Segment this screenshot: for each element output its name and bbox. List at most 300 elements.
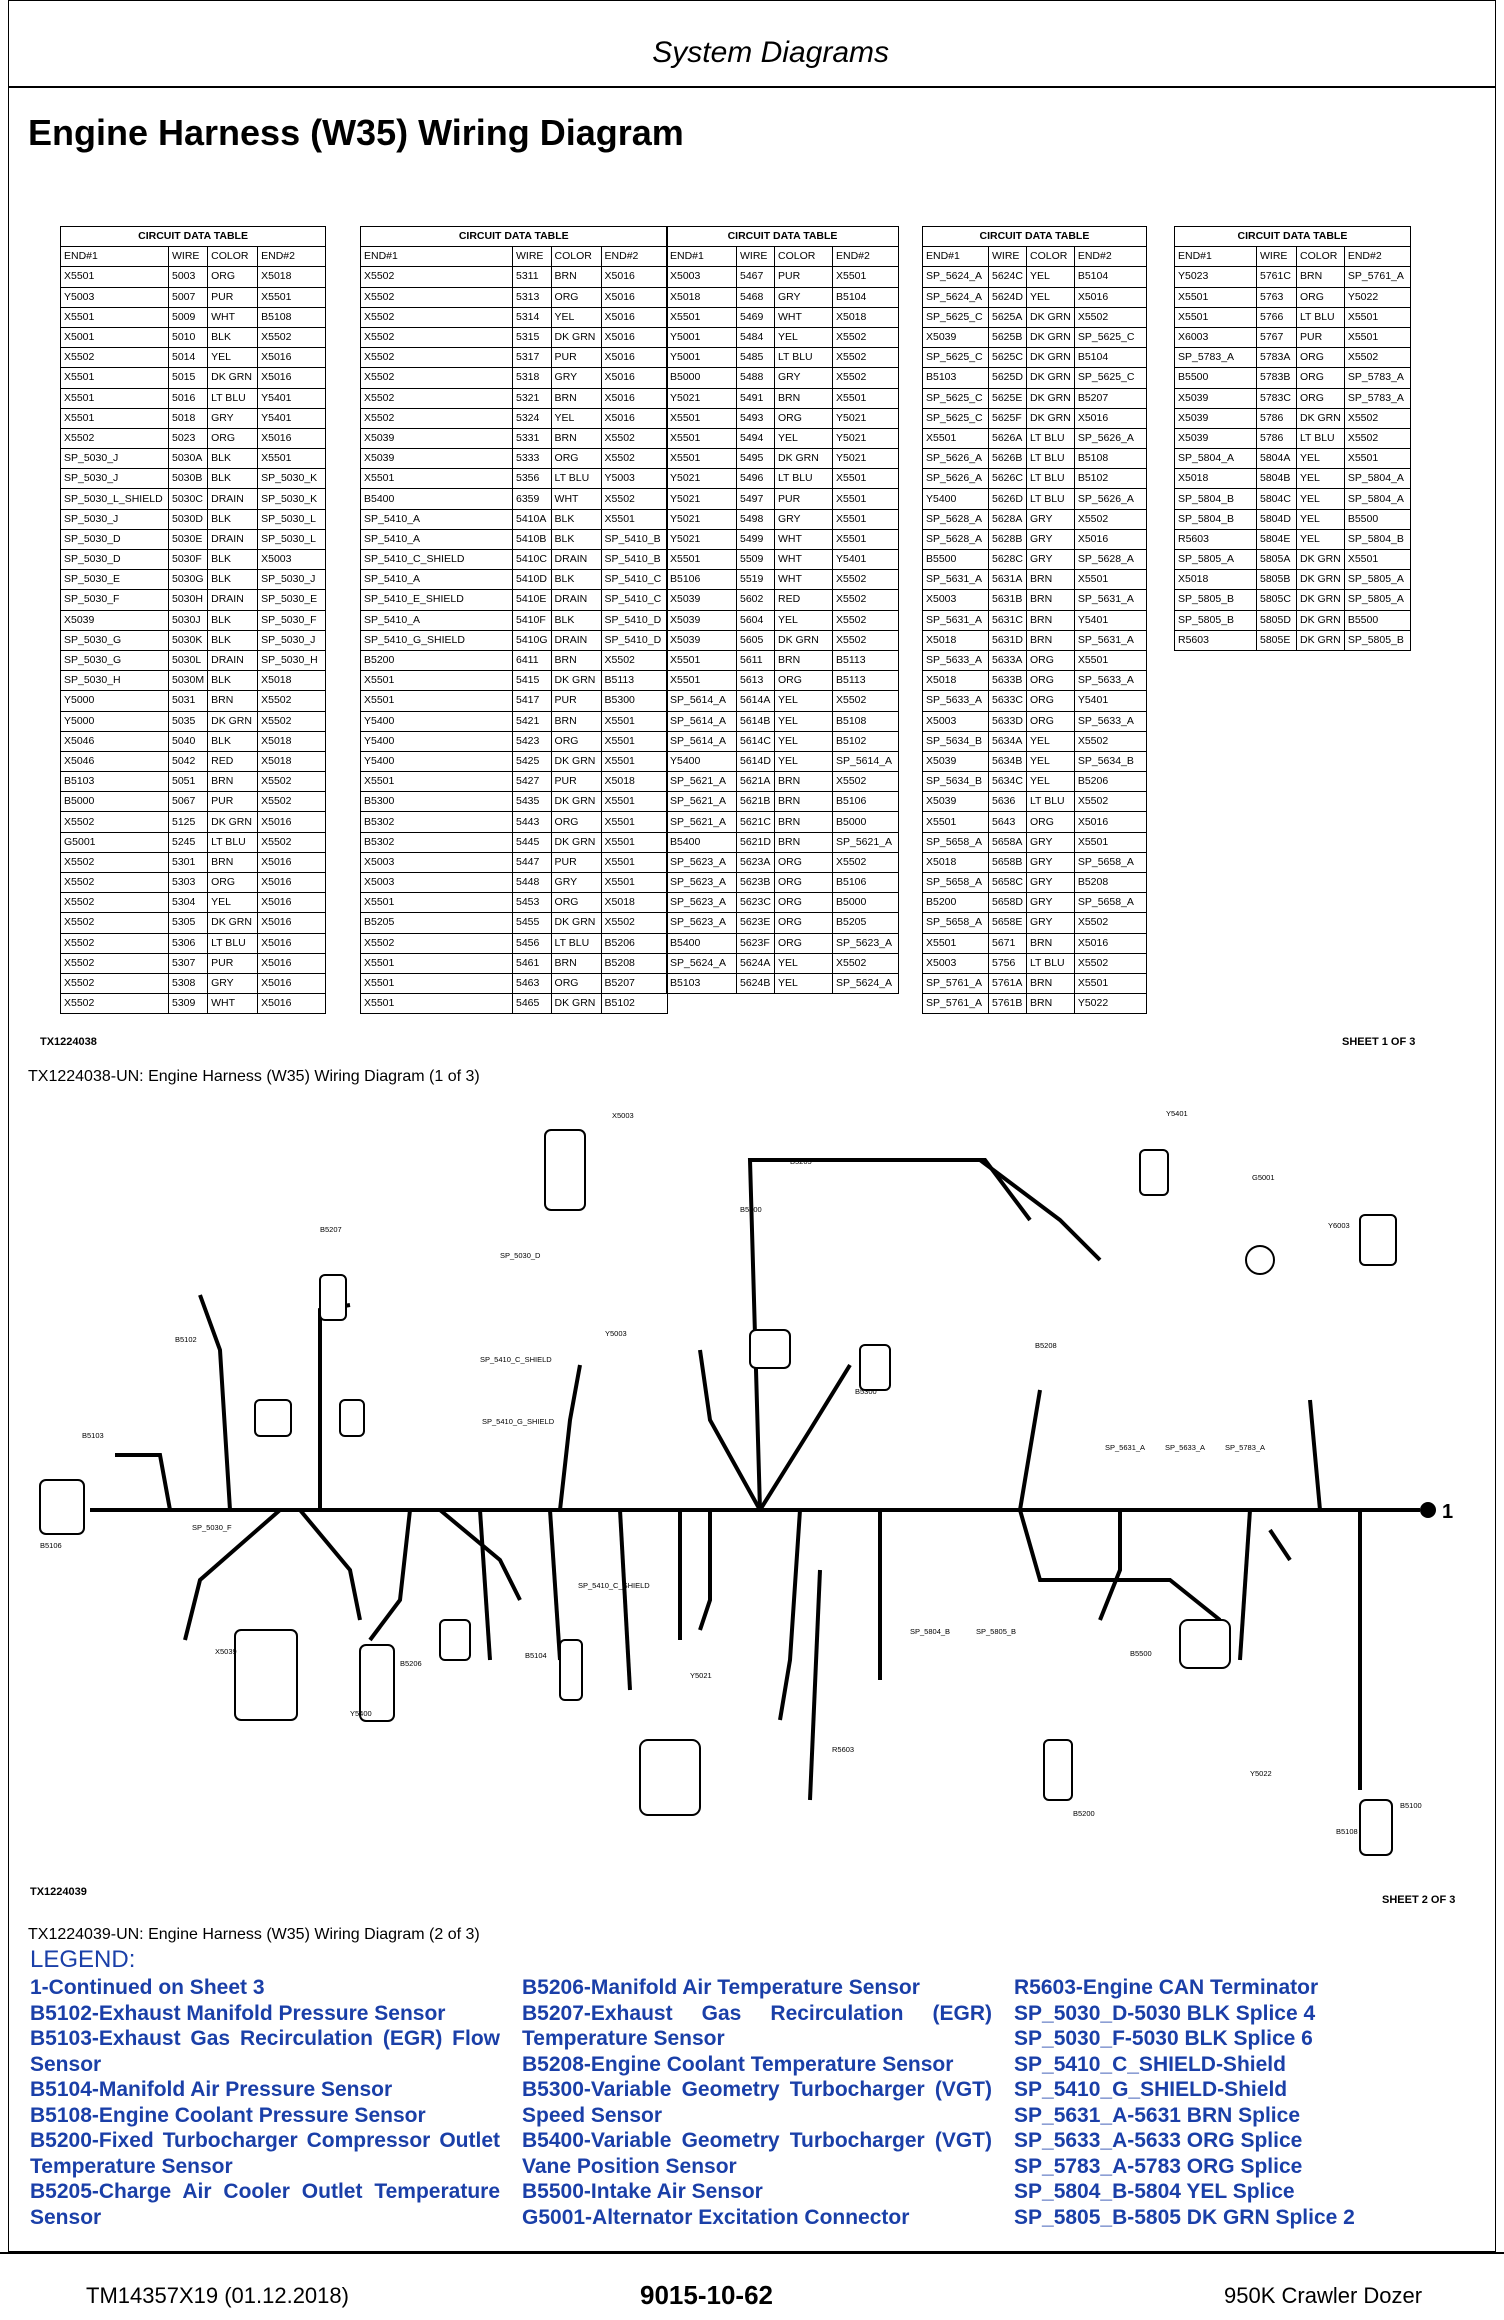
table-cell: X5501 (361, 772, 513, 792)
table-cell: PUR (1297, 327, 1345, 347)
legend-item: B5500-Intake Air Sensor (522, 2180, 763, 2203)
table-cell: LT BLU (1027, 489, 1075, 509)
table-cell: B5113 (601, 671, 667, 691)
table-row (361, 590, 668, 610)
svg-text:SP_5804_B: SP_5804_B (910, 1627, 951, 1636)
svg-text:B5207: B5207 (320, 1225, 342, 1234)
table-cell: X5501 (361, 994, 513, 1014)
column-header: END#1 (923, 247, 989, 267)
table-cell: ORG (775, 893, 833, 913)
column-header: END#2 (1074, 247, 1146, 267)
table-cell: 5636 (989, 792, 1027, 812)
table-cell: DK GRN (1297, 550, 1345, 570)
table-cell: ORG (551, 731, 601, 751)
table-cell: SP_5626_A (923, 449, 989, 469)
table-cell: X5016 (601, 327, 667, 347)
svg-text:B5100: B5100 (1400, 1801, 1422, 1810)
table-cell: 5484 (737, 327, 775, 347)
table-cell: SP_5030_D (61, 529, 169, 549)
table-cell: B5207 (1074, 388, 1146, 408)
table-cell: 5309 (169, 994, 208, 1014)
table-row (667, 671, 899, 691)
table-cell: X5502 (61, 994, 169, 1014)
table-cell: 5604 (737, 610, 775, 630)
table-cell: 5051 (169, 772, 208, 792)
table-cell: ORG (1027, 812, 1075, 832)
table-cell: X5502 (361, 287, 513, 307)
table-cell: B5206 (601, 933, 667, 953)
svg-text:X5039: X5039 (215, 1647, 237, 1656)
table-row (923, 893, 1147, 913)
table-cell: 5455 (513, 913, 552, 933)
table-row (361, 610, 668, 630)
table-cell: X5018 (258, 751, 326, 771)
table-row (923, 873, 1147, 893)
table-cell: 5410C (513, 550, 552, 570)
legend-column-3 (1014, 1975, 1484, 2230)
table-cell: 5305 (169, 913, 208, 933)
table-row (61, 973, 326, 993)
table-cell: X5502 (61, 953, 169, 973)
table-cell: DK GRN (1297, 630, 1345, 650)
table-cell: BRN (551, 650, 601, 670)
legend-item: B5300-Variable Geometry Turbocharger (VGT) Speed Sensor (522, 2078, 992, 2127)
table-cell: 5805C (1257, 590, 1297, 610)
table-cell: X5039 (1175, 408, 1257, 428)
table-row (667, 428, 899, 448)
table-cell: SP_5030_E (61, 570, 169, 590)
legend-item: SP_5783_A-5783 ORG Splice (1014, 2154, 1303, 2178)
table-row (667, 267, 899, 287)
table-row (667, 953, 899, 973)
table-cell: B5103 (923, 368, 989, 388)
table-cell: R5603 (1175, 630, 1257, 650)
table-cell: X5502 (361, 933, 513, 953)
table-cell: LT BLU (551, 933, 601, 953)
table-cell: X5018 (1175, 570, 1257, 590)
table-cell: X5502 (833, 590, 899, 610)
table-cell: Y5021 (833, 408, 899, 428)
table-cell: 5007 (169, 287, 208, 307)
svg-text:SP_5410_G_SHIELD: SP_5410_G_SHIELD (482, 1417, 555, 1426)
table-row (923, 671, 1147, 691)
table-cell: 5634C (989, 772, 1027, 792)
footer-rule (0, 2252, 1504, 2254)
table-cell: GRY (1027, 509, 1075, 529)
table-title: CIRCUIT DATA TABLE (923, 227, 1147, 247)
table-row (61, 449, 326, 469)
table-cell: 5031 (169, 691, 208, 711)
table-cell: 5042 (169, 751, 208, 771)
table-title: CIRCUIT DATA TABLE (667, 227, 899, 247)
column-header: WIRE (737, 247, 775, 267)
table-cell: X5016 (258, 348, 326, 368)
table-cell: X5016 (601, 267, 667, 287)
table-row (61, 368, 326, 388)
table-cell: X5502 (833, 610, 899, 630)
table-cell: 5805D (1257, 610, 1297, 630)
table-cell: GRY (1027, 852, 1075, 872)
table-cell: YEL (775, 428, 833, 448)
table-cell: 5495 (737, 449, 775, 469)
table-cell: 5633D (989, 711, 1027, 731)
table-cell: X5501 (1344, 550, 1410, 570)
table-row (361, 550, 668, 570)
table-cell: BLK (208, 327, 258, 347)
table-cell: SP_5783_A (1344, 368, 1410, 388)
table-cell: 5456 (513, 933, 552, 953)
table-cell: 5786 (1257, 408, 1297, 428)
table-cell: X5501 (61, 368, 169, 388)
legend-item: G5001-Alternator Excitation Connector (522, 2205, 910, 2229)
table-cell: 5030J (169, 610, 208, 630)
table-cell: DRAIN (551, 550, 601, 570)
table-cell: 5333 (513, 449, 552, 469)
table-row (61, 691, 326, 711)
table-cell: B5206 (1074, 772, 1146, 792)
table-cell: 5003 (169, 267, 208, 287)
table-cell: B5106 (833, 873, 899, 893)
table-cell: X5502 (361, 327, 513, 347)
table-cell: BRN (551, 267, 601, 287)
table-cell: 5313 (513, 287, 552, 307)
table-cell: B5208 (1074, 873, 1146, 893)
table-cell: BLK (551, 509, 601, 529)
table-cell: YEL (775, 610, 833, 630)
table-row (923, 529, 1147, 549)
table-cell: 5410E (513, 590, 552, 610)
table-cell: DRAIN (208, 590, 258, 610)
table-cell: BRN (208, 772, 258, 792)
table-row (667, 570, 899, 590)
table-cell: X5016 (258, 893, 326, 913)
table-cell: YEL (1297, 509, 1345, 529)
table-cell: 5308 (169, 973, 208, 993)
table-cell: YEL (208, 348, 258, 368)
table-cell: X5003 (923, 590, 989, 610)
table-cell: 5643 (989, 812, 1027, 832)
legend-heading: LEGEND: (30, 1946, 136, 1973)
table-cell: B5108 (1074, 449, 1146, 469)
table-cell: BLK (208, 570, 258, 590)
table-cell: LT BLU (208, 832, 258, 852)
table-cell: 5030H (169, 590, 208, 610)
table-cell: 5766 (1257, 307, 1297, 327)
table-cell: 5421 (513, 711, 552, 731)
svg-text:Y5401: Y5401 (1166, 1109, 1188, 1118)
table-row (61, 852, 326, 872)
table-cell: Y5022 (1074, 994, 1146, 1014)
table-cell: PUR (551, 691, 601, 711)
table-cell: 5509 (737, 550, 775, 570)
table-row (361, 953, 668, 973)
table-row (923, 772, 1147, 792)
table-cell: 5315 (513, 327, 552, 347)
table-cell: SP_5410_A (361, 529, 513, 549)
table-cell: SP_5631_A (1074, 590, 1146, 610)
table-cell: X5502 (1074, 731, 1146, 751)
table-cell: X5501 (601, 873, 667, 893)
table-cell: ORG (551, 287, 601, 307)
table-cell: BRN (1027, 994, 1075, 1014)
table-row (1175, 327, 1411, 347)
table-cell: X5502 (1074, 792, 1146, 812)
svg-text:B5104: B5104 (525, 1651, 547, 1660)
table-cell: 5318 (513, 368, 552, 388)
table-cell: 5010 (169, 327, 208, 347)
table-cell: 5494 (737, 428, 775, 448)
table-cell: X5016 (601, 368, 667, 388)
table-cell: SP_5614_A (667, 731, 737, 751)
table-row (61, 287, 326, 307)
table-row (61, 873, 326, 893)
table-cell: YEL (775, 327, 833, 347)
legend-item: SP_5631_A-5631 BRN Splice (1014, 2103, 1300, 2127)
table-cell: X5039 (361, 428, 513, 448)
column-header: END#2 (601, 247, 667, 267)
table-cell: X5501 (923, 428, 989, 448)
table-cell: B5103 (61, 772, 169, 792)
table-cell: SP_5804_A (1175, 449, 1257, 469)
table-cell: SP_5805_B (1344, 630, 1410, 650)
table-row (61, 570, 326, 590)
table-cell: X5016 (258, 973, 326, 993)
table-cell: Y5021 (833, 428, 899, 448)
table-cell: X5502 (601, 913, 667, 933)
table-row (923, 852, 1147, 872)
table-cell: PUR (775, 489, 833, 509)
table-cell: 5410B (513, 529, 552, 549)
table-cell: 5443 (513, 812, 552, 832)
continue-node (1420, 1502, 1436, 1518)
table-row (667, 893, 899, 913)
table-cell: X5502 (258, 691, 326, 711)
table-cell: 5626B (989, 449, 1027, 469)
table-cell: X5502 (361, 348, 513, 368)
table-cell: YEL (775, 691, 833, 711)
table-row (1175, 449, 1411, 469)
table-cell: B5207 (601, 973, 667, 993)
table-cell: 5301 (169, 852, 208, 872)
table-cell: SP_5623_A (833, 933, 899, 953)
table-row (667, 772, 899, 792)
table-cell: 5634B (989, 751, 1027, 771)
table-cell: 5447 (513, 852, 552, 872)
table-cell: SP_5030_E (258, 590, 326, 610)
table-cell: X5502 (601, 489, 667, 509)
table-cell: SP_5030_J (258, 630, 326, 650)
table-cell: SP_5624_A (923, 267, 989, 287)
table-row (1175, 509, 1411, 529)
table-cell: X5502 (61, 428, 169, 448)
table-cell: Y5400 (667, 751, 737, 771)
table-row (667, 489, 899, 509)
table-cell: 5804A (1257, 449, 1297, 469)
table-cell: ORG (208, 428, 258, 448)
table-cell: YEL (775, 973, 833, 993)
table-cell: 5613 (737, 671, 775, 691)
column-header: WIRE (513, 247, 552, 267)
table-row (361, 691, 668, 711)
table-cell: BRN (551, 388, 601, 408)
table-cell: YEL (1297, 449, 1345, 469)
table-cell: 5303 (169, 873, 208, 893)
table-title: CIRCUIT DATA TABLE (61, 227, 326, 247)
table-cell: X5016 (601, 388, 667, 408)
table-cell: X5501 (1074, 650, 1146, 670)
table-cell: BRN (1027, 610, 1075, 630)
table-cell: SP_5410_A (361, 610, 513, 630)
table-cell: SP_5625_C (923, 307, 989, 327)
table-row (361, 630, 668, 650)
table-cell: SP_5805_B (1175, 590, 1257, 610)
table-cell: B5500 (923, 550, 989, 570)
table-cell: X5039 (923, 751, 989, 771)
table-cell: 5658D (989, 893, 1027, 913)
section-header: System Diagrams (652, 36, 889, 69)
table-cell: X5502 (258, 792, 326, 812)
table-row (361, 570, 668, 590)
continue-label: 1 (1442, 1501, 1454, 1523)
table-row (61, 327, 326, 347)
table-row (61, 792, 326, 812)
sheet1-label: SHEET 1 OF 3 (1342, 1036, 1416, 1048)
table-cell: 5030K (169, 630, 208, 650)
table-row (361, 792, 668, 812)
table-cell: SP_5030_H (61, 671, 169, 691)
table-cell: X5502 (601, 650, 667, 670)
table-cell: SP_5030_H (258, 650, 326, 670)
table-cell: 5658E (989, 913, 1027, 933)
table-cell: X5039 (667, 590, 737, 610)
table-cell: ORG (551, 812, 601, 832)
table-cell: YEL (208, 893, 258, 913)
table-cell: BLK (551, 610, 601, 630)
table-cell: SP_5030_J (61, 469, 169, 489)
table-cell: 5611 (737, 650, 775, 670)
table-cell: GRY (1027, 529, 1075, 549)
table-cell: X5018 (1175, 469, 1257, 489)
table-cell: 5496 (737, 469, 775, 489)
svg-text:B5205: B5205 (790, 1157, 812, 1166)
connector-labels (40, 1109, 1422, 1836)
table-cell: 5767 (1257, 327, 1297, 347)
table-cell: B5500 (1344, 509, 1410, 529)
table-cell: 5306 (169, 933, 208, 953)
table-cell: X5501 (1175, 307, 1257, 327)
table-cell: 5410D (513, 570, 552, 590)
svg-text:B5500: B5500 (1130, 1649, 1152, 1658)
table-cell: WHT (775, 529, 833, 549)
table-row (61, 772, 326, 792)
table-row (1175, 570, 1411, 590)
table-cell: B5113 (833, 650, 899, 670)
table-cell: X5003 (258, 550, 326, 570)
table-cell: X5501 (833, 529, 899, 549)
table-title: CIRCUIT DATA TABLE (1175, 227, 1411, 247)
table-cell: GRY (1027, 913, 1075, 933)
table-cell: 5499 (737, 529, 775, 549)
table-cell: X5016 (258, 852, 326, 872)
table-cell: B5104 (833, 287, 899, 307)
table-cell: SP_5030_G (61, 650, 169, 670)
table-row (361, 287, 668, 307)
table-cell: SP_5628_A (923, 529, 989, 549)
table-cell: X5003 (361, 852, 513, 872)
table-cell: X5501 (1074, 570, 1146, 590)
column-header: WIRE (169, 247, 208, 267)
table-cell: SP_5410_C (601, 570, 667, 590)
svg-text:B5102: B5102 (175, 1335, 197, 1344)
table-row (361, 307, 668, 327)
table-cell: X5018 (923, 671, 989, 691)
table-cell: B5108 (258, 307, 326, 327)
table-cell: X5046 (61, 751, 169, 771)
table-row (923, 691, 1147, 711)
table-row (1175, 388, 1411, 408)
table-cell: RED (208, 751, 258, 771)
table-cell: 5626A (989, 428, 1027, 448)
table-row (667, 348, 899, 368)
table-cell: 5783B (1257, 368, 1297, 388)
table-cell: X5501 (601, 812, 667, 832)
table-cell: X5502 (61, 933, 169, 953)
table-cell: 5631C (989, 610, 1027, 630)
table-row (61, 489, 326, 509)
legend-item: B5108-Engine Coolant Pressure Sensor (30, 2103, 426, 2127)
table-cell: X5501 (258, 449, 326, 469)
table-cell: X5502 (1074, 913, 1146, 933)
table-cell: BLK (208, 610, 258, 630)
table-row (361, 388, 668, 408)
table-row (923, 832, 1147, 852)
table-cell: ORG (1027, 650, 1075, 670)
table-cell: B5103 (667, 973, 737, 993)
table-cell: YEL (551, 307, 601, 327)
table-cell: SP_5805_A (1344, 590, 1410, 610)
table-cell: BRN (1027, 973, 1075, 993)
column-header: COLOR (208, 247, 258, 267)
table-cell: X5502 (61, 893, 169, 913)
column-header: COLOR (1297, 247, 1345, 267)
svg-text:Y5022: Y5022 (1250, 1769, 1272, 1778)
legend-item: SP_5804_B-5804 YEL Splice (1014, 2180, 1295, 2203)
table-cell: WHT (551, 489, 601, 509)
table-cell: Y5401 (1074, 610, 1146, 630)
table-cell: SP_5410_A (361, 570, 513, 590)
table-cell: X5502 (361, 368, 513, 388)
legend-item: SP_5633_A-5633 ORG Splice (1014, 2129, 1303, 2152)
table-cell: LT BLU (1027, 449, 1075, 469)
table-row (923, 610, 1147, 630)
table-cell: ORG (551, 893, 601, 913)
table-cell: 5763 (1257, 287, 1297, 307)
table-cell: X5018 (258, 267, 326, 287)
table-cell: GRY (1027, 550, 1075, 570)
table-row (923, 953, 1147, 973)
table-cell: ORG (775, 408, 833, 428)
table-cell: LT BLU (208, 388, 258, 408)
table-cell: SP_5658_A (923, 873, 989, 893)
table-cell: X5501 (1074, 832, 1146, 852)
column-header: COLOR (551, 247, 601, 267)
circuit-data-table (922, 226, 1147, 1014)
table-cell: SP_5805_A (1344, 570, 1410, 590)
table-row (1175, 630, 1411, 650)
table-cell: SP_5631_A (923, 610, 989, 630)
table-cell: DK GRN (208, 913, 258, 933)
table-cell: X5016 (258, 873, 326, 893)
